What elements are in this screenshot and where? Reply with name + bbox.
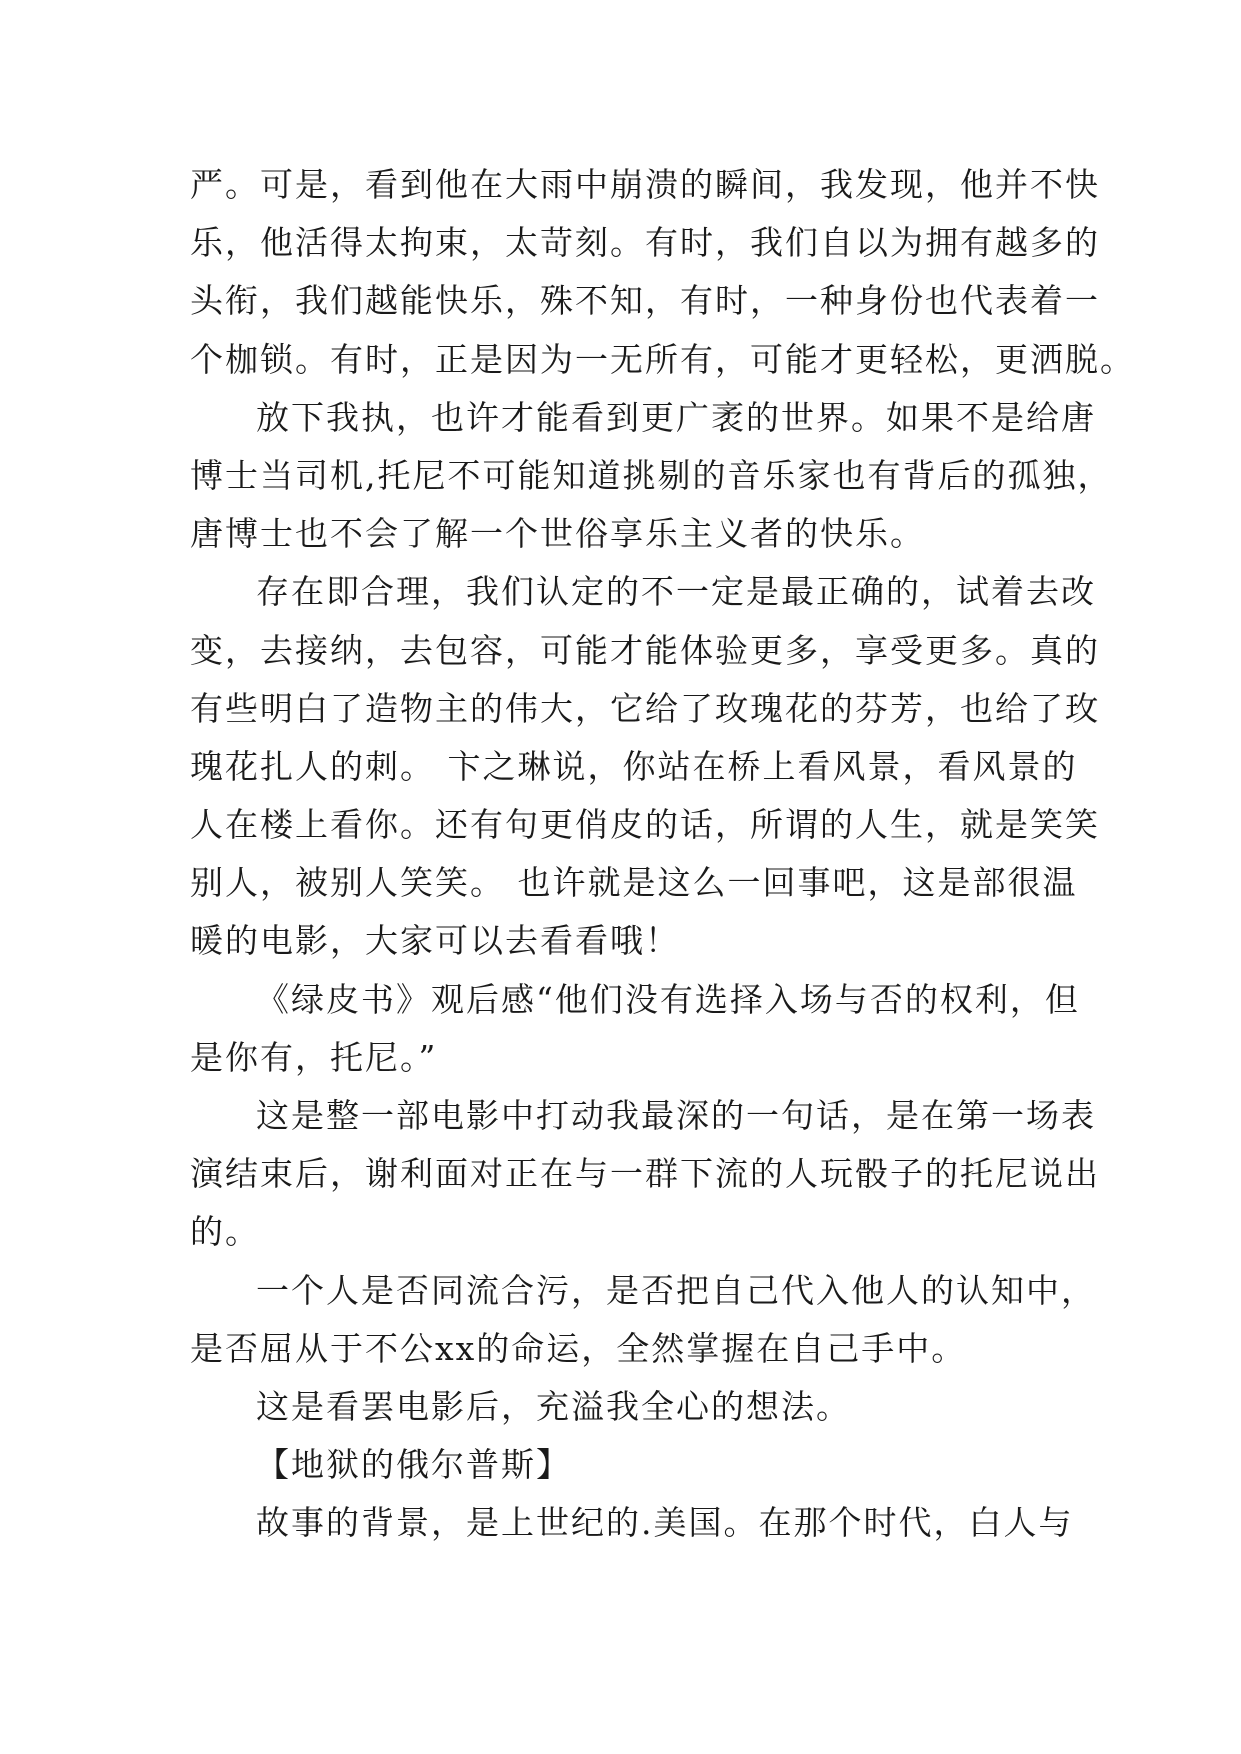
text-line: 唐博士也不会了解一个世俗享乐主义者的快乐。 xyxy=(190,514,925,554)
text-line: 这是看罢电影后，充溢我全心的想法。 xyxy=(256,1386,851,1426)
text-line: 一个人是否同流合污，是否把自己代入他人的认知中， xyxy=(256,1270,1096,1310)
text-line: 个枷锁。有时，正是因为一无所有，可能才更轻松，更洒脱。 xyxy=(190,339,1135,379)
text-line: 是你有，托尼。” xyxy=(190,1037,438,1077)
text-line: 暖的电影，大家可以去看看哦！ xyxy=(190,921,680,961)
text-line: 的。 xyxy=(190,1212,260,1252)
text-line: 别人，被别人笑笑。 也许就是这么一回事吧，这是部很温 xyxy=(190,863,1078,903)
text-line: 存在即合理，我们认定的不一定是最正确的，试着去改 xyxy=(256,572,1096,612)
text-line: 故事的背景，是上世纪的.美国。在那个时代，白人与 xyxy=(256,1503,1074,1543)
text-line: 有些明白了造物主的伟大，它给了玫瑰花的芬芳，也给了玫 xyxy=(190,688,1100,728)
text-line: 严。可是，看到他在大雨中崩溃的瞬间，我发现，他并不快 xyxy=(190,165,1100,204)
body-text xyxy=(190,156,1135,1553)
text-line: 是否屈从于不公xx的命运，全然掌握在自己手中。 xyxy=(190,1328,967,1368)
text-line: 人在楼上看你。还有句更俏皮的话，所谓的人生，就是笑笑 xyxy=(190,805,1100,845)
text-line: 变，去接纳，去包容，可能才能体验更多，享受更多。真的 xyxy=(190,630,1100,670)
text-line: 这是整一部电影中打动我最深的一句话，是在第一场表 xyxy=(256,1096,1096,1135)
text-line: 博士当司机,托尼不可能知道挑剔的音乐家也有背后的孤独， xyxy=(190,455,1113,495)
text-line: 头衔，我们越能快乐，殊不知，有时，一种身份也代表着一 xyxy=(190,281,1100,321)
section-heading: 【地狱的俄尔普斯】 xyxy=(256,1445,571,1485)
text-line: 乐，他活得太拘束，太苛刻。有时，我们自以为拥有越多的 xyxy=(190,223,1100,263)
text-line: 演结束后，谢利面对正在与一群下流的人玩骰子的托尼说出 xyxy=(190,1154,1100,1194)
text-line: 瑰花扎人的刺。 卞之琳说，你站在桥上看风景，看风景的 xyxy=(190,746,1078,786)
text-line: 《绿皮书》观后感“他们没有选择入场与否的权利，但 xyxy=(256,979,1080,1019)
text-line: 放下我执，也许才能看到更广袤的世界。如果不是给唐 xyxy=(256,397,1096,437)
